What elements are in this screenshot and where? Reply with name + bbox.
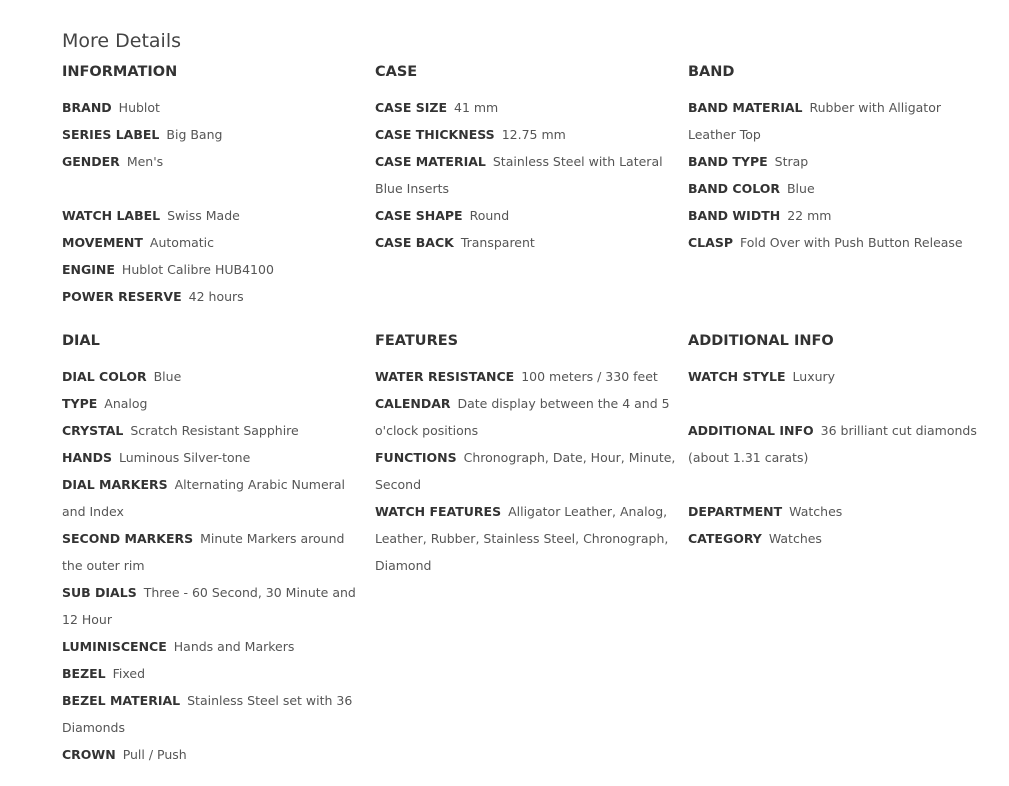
detail-row-case-back xyxy=(375,229,680,256)
detail-value: 41 mm xyxy=(454,100,499,115)
case-section xyxy=(375,62,680,256)
detail-label: ADDITIONAL INFO xyxy=(688,423,814,438)
detail-value: Hublot xyxy=(118,100,160,115)
row-spacer xyxy=(688,471,988,498)
information-heading: INFORMATION xyxy=(62,64,178,80)
detail-row-movement xyxy=(62,229,367,256)
detail-label: BEZEL xyxy=(62,666,106,681)
detail-value: Analog xyxy=(104,396,148,411)
detail-label: ENGINE xyxy=(62,262,115,277)
detail-row-watch-features xyxy=(375,498,680,579)
detail-row-calendar xyxy=(375,390,680,444)
detail-value: Pull / Push xyxy=(122,747,187,762)
detail-row-gender xyxy=(62,148,367,175)
detail-value: Rubber with Alligator Leather Top xyxy=(688,100,941,142)
detail-row-series-label xyxy=(62,121,367,148)
detail-value: Swiss Made xyxy=(167,208,240,223)
detail-label: TYPE xyxy=(62,396,98,411)
detail-label: CATEGORY xyxy=(688,531,762,546)
detail-value: Three - 60 Second, 30 Minute and 12 Hour xyxy=(62,585,356,627)
detail-value: Stainless Steel set with 36 Diamonds xyxy=(62,693,353,735)
detail-row-watch-style xyxy=(688,363,988,390)
detail-label: POWER RESERVE xyxy=(62,289,182,304)
detail-row-bezel xyxy=(62,660,367,687)
detail-label: CASE BACK xyxy=(375,235,454,250)
detail-label: BAND TYPE xyxy=(688,154,768,169)
detail-row-clasp xyxy=(688,229,988,256)
detail-label: CLASP xyxy=(688,235,733,250)
detail-value: 12.75 mm xyxy=(501,127,566,142)
detail-value: Luxury xyxy=(792,369,836,384)
features-heading: FEATURES xyxy=(375,333,459,349)
detail-label: HANDS xyxy=(62,450,112,465)
band-section xyxy=(688,62,988,256)
detail-row-crystal xyxy=(62,417,367,444)
detail-label: LUMINISCENCE xyxy=(62,639,167,654)
detail-value: Fold Over with Push Button Release xyxy=(739,235,963,250)
detail-row-water-resistance xyxy=(375,363,680,390)
detail-label: WATCH LABEL xyxy=(62,208,161,223)
information-section xyxy=(62,62,367,310)
detail-label: DIAL COLOR xyxy=(62,369,147,384)
detail-row-case-size xyxy=(375,94,680,121)
detail-label: CASE SHAPE xyxy=(375,208,463,223)
detail-value: 36 brilliant cut diamonds (about 1.31 carats) xyxy=(688,423,977,465)
features-section xyxy=(375,331,680,579)
additional-info-heading: ADDITIONAL INFO xyxy=(688,333,834,349)
detail-row-sub-dials xyxy=(62,579,367,633)
detail-row-band-material xyxy=(688,94,988,148)
detail-row-watch-label xyxy=(62,202,367,229)
detail-label: CASE THICKNESS xyxy=(375,127,495,142)
detail-value: 42 hours xyxy=(188,289,244,304)
detail-label: SUB DIALS xyxy=(62,585,137,600)
detail-row-case-material xyxy=(375,148,680,202)
detail-label: CASE MATERIAL xyxy=(375,154,486,169)
row-spacer xyxy=(62,175,367,202)
detail-value: 22 mm xyxy=(787,208,832,223)
detail-label: WATCH STYLE xyxy=(688,369,786,384)
detail-row-bezel-material xyxy=(62,687,367,741)
detail-row-engine xyxy=(62,256,367,283)
detail-label: SERIES LABEL xyxy=(62,127,160,142)
detail-label: CASE SIZE xyxy=(375,100,447,115)
detail-value: Luminous Silver-tone xyxy=(118,450,251,465)
detail-label: GENDER xyxy=(62,154,120,169)
detail-row-hands xyxy=(62,444,367,471)
detail-row-category xyxy=(688,525,988,552)
detail-value: Chronograph, Date, Hour, Minute, Second xyxy=(375,450,676,492)
page-title: More Details xyxy=(62,30,182,52)
detail-value: Blue xyxy=(786,181,815,196)
detail-row-second-markers xyxy=(62,525,367,579)
detail-row-crown xyxy=(62,741,367,768)
case-heading: CASE xyxy=(375,64,418,80)
row-spacer xyxy=(688,390,988,417)
dial-section xyxy=(62,331,367,768)
detail-label: BAND COLOR xyxy=(688,181,780,196)
detail-value: 100 meters / 330 feet xyxy=(521,369,658,384)
detail-row-brand xyxy=(62,94,367,121)
detail-label: WATCH FEATURES xyxy=(375,504,502,519)
detail-label: MOVEMENT xyxy=(62,235,143,250)
detail-value: Stainless Steel with Lateral Blue Inserts xyxy=(375,154,663,196)
detail-row-luminiscence xyxy=(62,633,367,660)
detail-value: Watches xyxy=(789,504,843,519)
detail-label: CROWN xyxy=(62,747,116,762)
detail-value: Date display between the 4 and 5 o'clock positions xyxy=(375,396,670,438)
detail-value: Big Bang xyxy=(166,127,223,142)
detail-value: Automatic xyxy=(149,235,215,250)
detail-row-case-thickness xyxy=(375,121,680,148)
detail-value: Hands and Markers xyxy=(173,639,295,654)
detail-row-case-shape xyxy=(375,202,680,229)
detail-value: Alternating Arabic Numeral and Index xyxy=(62,477,345,519)
additional-info-section xyxy=(688,331,988,552)
detail-label: BAND MATERIAL xyxy=(688,100,803,115)
detail-row-power-reserve xyxy=(62,283,367,310)
detail-value: Blue xyxy=(153,369,182,384)
detail-row-additional-info xyxy=(688,417,988,471)
detail-value: Fixed xyxy=(112,666,146,681)
detail-label: DEPARTMENT xyxy=(688,504,783,519)
detail-label: FUNCTIONS xyxy=(375,450,457,465)
detail-row-functions xyxy=(375,444,680,498)
detail-value: Transparent xyxy=(460,235,535,250)
detail-label: BAND WIDTH xyxy=(688,208,781,223)
band-heading: BAND xyxy=(688,64,735,80)
detail-label: DIAL MARKERS xyxy=(62,477,168,492)
detail-label: BRAND xyxy=(62,100,112,115)
detail-row-type xyxy=(62,390,367,417)
detail-value: Round xyxy=(469,208,510,223)
detail-label: CALENDAR xyxy=(375,396,451,411)
detail-value: Alligator Leather, Analog, Leather, Rubber, Stainless Steel, Chronograph, Diamond xyxy=(375,504,669,573)
detail-row-band-width xyxy=(688,202,988,229)
detail-row-dial-color xyxy=(62,363,367,390)
detail-value: Scratch Resistant Sapphire xyxy=(130,423,299,438)
detail-value: Strap xyxy=(774,154,809,169)
dial-heading: DIAL xyxy=(62,333,100,349)
detail-value: Hublot Calibre HUB4100 xyxy=(121,262,274,277)
detail-row-dial-markers xyxy=(62,471,367,525)
detail-label: CRYSTAL xyxy=(62,423,124,438)
detail-label: SECOND MARKERS xyxy=(62,531,194,546)
detail-row-department xyxy=(688,498,988,525)
detail-value: Watches xyxy=(768,531,822,546)
detail-row-band-type xyxy=(688,148,988,175)
detail-row-band-color xyxy=(688,175,988,202)
detail-value: Men's xyxy=(126,154,164,169)
detail-label: BEZEL MATERIAL xyxy=(62,693,181,708)
detail-label: WATER RESISTANCE xyxy=(375,369,515,384)
detail-value: Minute Markers around the outer rim xyxy=(62,531,345,573)
